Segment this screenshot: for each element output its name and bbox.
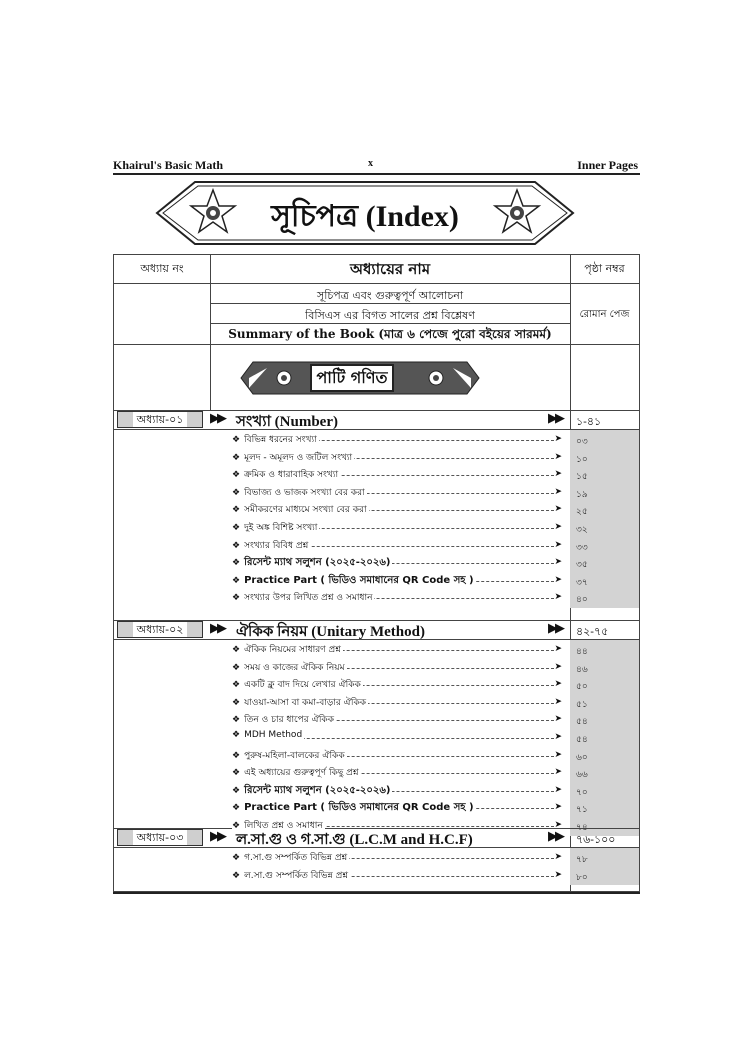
toc-item-label — [232, 802, 476, 813]
toc-item-page: ৪০ — [576, 595, 588, 606]
arrow-right-icon: ➤ — [554, 644, 562, 654]
toc-item — [232, 590, 562, 608]
toc-item-text: Practice Part ( ভিডিও সমাধানের QR Code সহ ) — [244, 802, 474, 814]
toc-item-page: ৫০ — [576, 682, 588, 693]
toc-item — [232, 712, 562, 730]
arrow-right-icon: ➤ — [554, 852, 562, 862]
diamond-bullet-icon: ❖ — [232, 768, 241, 779]
diamond-bullet-icon: ❖ — [232, 470, 241, 481]
arrow-right-icon: ➤ — [554, 469, 562, 480]
diamond-bullet-icon: ❖ — [232, 662, 241, 673]
toc-item-text: বিভাজ্য ও ভাজক সংখ্যা বের করা — [244, 487, 365, 498]
arrow-right-icon: ➤ — [554, 767, 562, 778]
toc-item — [232, 502, 562, 520]
toc-item-label — [232, 698, 368, 708]
toc-item — [232, 765, 562, 783]
row-divider — [210, 323, 570, 324]
toc-item-text: সময় ও কাজের ঐকিক নিয়ম — [244, 662, 345, 673]
double-arrow-icon: ▶▶ — [548, 621, 562, 636]
diamond-bullet-icon: ❖ — [232, 593, 241, 604]
arrow-right-icon: ➤ — [554, 451, 562, 462]
toc-item — [232, 520, 562, 538]
diamond-bullet-icon: ❖ — [232, 730, 241, 740]
row-divider — [114, 620, 639, 621]
intro-row: Summary of the Book (মাত্র ৬ পেজে পুরো বইয়ের সারমর্ম) — [228, 327, 552, 341]
bottom-rule — [113, 892, 640, 894]
arrow-right-icon: ➤ — [554, 557, 562, 568]
toc-item — [232, 467, 562, 485]
row-divider — [210, 303, 570, 304]
toc-item-page: ৭০ — [576, 787, 588, 798]
toc-item-text: পুরুষ-মহিলা-বালকের ঐকিক — [244, 750, 345, 761]
chapter-badge — [117, 621, 203, 638]
toc-item-label — [232, 785, 392, 796]
toc-item-label — [232, 730, 304, 740]
toc-item-text: দুই অঙ্ক বিশিষ্ট সংখ্যা — [244, 523, 318, 533]
toc-item-text: গ.সা.গু সম্পর্কিত বিভিন্ন প্রশ্ন — [244, 853, 348, 863]
intro-row: সূচিপত্র এবং গুরুত্বপূর্ণ আলোচনা — [316, 289, 464, 302]
chapter-heading — [114, 828, 570, 846]
toc-item-page: ৩৫ — [576, 560, 588, 571]
arrow-right-icon: ➤ — [554, 661, 562, 672]
arrow-right-icon: ➤ — [554, 679, 562, 690]
toc-item-text: MDH Method — [244, 730, 303, 740]
arrow-right-icon: ➤ — [554, 504, 562, 515]
diamond-bullet-icon: ❖ — [232, 523, 241, 533]
toc-item-page: ১৫ — [576, 472, 588, 483]
arrow-right-icon: ➤ — [554, 749, 562, 760]
toc-item — [232, 538, 562, 556]
chapter-title: ল.সা.গু ও গ.সা.গু (L.C.M and H.C.F) — [236, 832, 473, 848]
toc-item-label — [232, 751, 347, 761]
toc-item — [232, 730, 562, 748]
diamond-bullet-icon: ❖ — [232, 452, 241, 463]
toc-item-text: যাওয়া-আসা বা কমা-বাড়ার ঐকিক — [244, 697, 367, 708]
book-title: Khairul's Basic Math — [113, 158, 224, 172]
toc-item — [232, 660, 562, 678]
diamond-bullet-icon: ❖ — [232, 870, 241, 881]
arrow-right-icon: ➤ — [554, 486, 562, 497]
arrow-right-icon: ➤ — [554, 522, 562, 532]
toc-item-page: ৩৩ — [576, 542, 588, 553]
arrow-right-icon: ➤ — [554, 714, 562, 725]
toc-table — [113, 254, 640, 892]
toc-item-text: সমীকরণের মাধ্যমে সংখ্যা বের করা — [244, 505, 367, 516]
toc-item-label — [232, 593, 374, 603]
toc-item-label — [232, 470, 340, 480]
toc-item-text: সংখ্যার বিবিধ প্রশ্ন — [244, 540, 309, 551]
toc-item-page: ৫৪ — [576, 717, 588, 728]
diamond-bullet-icon: ❖ — [232, 487, 241, 498]
toc-item-label — [232, 541, 310, 551]
diamond-bullet-icon: ❖ — [232, 540, 241, 551]
diamond-bullet-icon: ❖ — [232, 505, 241, 516]
row-divider — [114, 429, 639, 430]
row-divider — [114, 283, 639, 284]
toc-item — [232, 432, 562, 450]
arrow-right-icon: ➤ — [554, 696, 562, 707]
diamond-bullet-icon: ❖ — [232, 435, 241, 445]
toc-item-page: ৩৭ — [576, 577, 588, 588]
toc-item — [232, 485, 562, 503]
toc-item-page: ৭৪ — [576, 823, 588, 833]
toc-item-page: ৫১ — [576, 699, 588, 710]
row-divider — [114, 639, 639, 640]
toc-item-label — [232, 680, 363, 690]
toc-item-label — [232, 715, 336, 725]
section-banner — [239, 360, 481, 396]
toc-item-page: ০৩ — [576, 437, 588, 447]
toc-item-text: একটি ক্লু বাদ দিয়ে লেখার ঐকিক — [244, 680, 361, 691]
chapter-number: অধ্যায়-০২ — [133, 622, 188, 637]
toc-item — [232, 450, 562, 468]
chapter-heading — [114, 620, 570, 638]
toc-item-label — [232, 575, 476, 586]
diamond-bullet-icon: ❖ — [232, 821, 241, 831]
chapter-page-range: ৭৬-১০০ — [576, 833, 616, 846]
header-rule — [113, 173, 640, 175]
toc-item — [232, 695, 562, 713]
toc-item-text: সংখ্যার উপর লিখিত প্রশ্ন ও সমাধান — [244, 593, 373, 604]
toc-item-label — [232, 523, 319, 533]
diamond-bullet-icon: ❖ — [232, 575, 241, 586]
diamond-bullet-icon: ❖ — [232, 853, 241, 863]
toc-item-text: তিন ও চার ধাপের ঐকিক — [244, 715, 334, 726]
toc-item-label — [232, 645, 343, 655]
toc-item-label — [232, 453, 354, 463]
toc-item-page: ৩২ — [576, 525, 588, 535]
chapter-number: অধ্যায়-০১ — [133, 412, 188, 427]
roman-page-label: রোমান পেজ — [579, 309, 630, 320]
double-arrow-icon: ▶▶ — [210, 621, 224, 636]
arrow-right-icon: ➤ — [554, 574, 562, 585]
intro-row: বিসিএস এর বিগত সালের প্রশ্ন বিশ্লেষণ — [305, 309, 475, 322]
head-chapter-name: অধ্যায়ের নাম — [349, 260, 431, 278]
arrow-right-icon: ➤ — [554, 802, 562, 813]
toc-item — [232, 850, 562, 868]
toc-item — [232, 868, 562, 886]
toc-item-text: ল.সা.গু সম্পর্কিত বিভিন্ন প্রশ্ন — [244, 870, 349, 881]
arrow-right-icon: ➤ — [554, 784, 562, 795]
toc-item — [232, 800, 562, 818]
toc-item-text: এই অধ্যায়ের গুরুত্বপূর্ণ কিছু প্রশ্ন — [244, 768, 359, 779]
head-page-no: পৃষ্ঠা নম্বর — [584, 262, 625, 275]
diamond-bullet-icon: ❖ — [232, 750, 241, 761]
toc-item — [232, 642, 562, 660]
toc-item-label — [232, 435, 319, 445]
toc-item — [232, 748, 562, 766]
toc-item-page: ৬৬ — [576, 770, 588, 781]
toc-item-label — [232, 821, 325, 831]
toc-item-label — [232, 488, 367, 498]
toc-item-page: ৭১ — [576, 805, 588, 816]
row-divider — [114, 847, 639, 848]
diamond-bullet-icon: ❖ — [232, 645, 241, 655]
chapter-number: অধ্যায়-০৩ — [133, 830, 188, 845]
double-arrow-icon: ▶▶ — [548, 411, 562, 426]
toc-item-text: ঐকিক নিয়মের সাধারণ প্রশ্ন — [244, 645, 341, 655]
head-chapter-no: অধ্যায় নং — [140, 262, 184, 275]
diamond-bullet-icon: ❖ — [232, 785, 241, 796]
running-header — [113, 156, 640, 174]
toc-item-page: ৭৮ — [576, 855, 588, 865]
row-divider — [114, 410, 639, 411]
toc-item-label — [232, 557, 392, 568]
toc-item — [232, 555, 562, 573]
toc-item-page: ৫৪ — [576, 735, 588, 745]
chapter-title: সংখ্যা (Number) — [236, 414, 338, 430]
toc-item-page: ৪৪ — [576, 647, 588, 657]
toc-item — [232, 677, 562, 695]
diamond-bullet-icon: ❖ — [232, 680, 241, 691]
toc-item-page: ১৯ — [576, 489, 588, 500]
section-label: Inner Pages — [577, 158, 638, 172]
row-divider — [114, 344, 639, 345]
toc-item-page: ৬০ — [576, 752, 588, 763]
diamond-bullet-icon: ❖ — [232, 558, 241, 569]
chapter-badge — [117, 829, 203, 846]
page-number: x — [368, 158, 373, 169]
arrow-right-icon: ➤ — [554, 539, 562, 550]
toc-item-page: ৪৬ — [576, 664, 588, 675]
toc-item-text: মূলদ - অমূলদ ও জটিল সংখ্যা — [244, 452, 353, 463]
diamond-bullet-icon: ❖ — [232, 803, 241, 814]
toc-item — [232, 783, 562, 801]
toc-item-text: বিভিন্ন ধরনের সংখ্যা — [244, 435, 317, 445]
chapter-title: ঐকিক নিয়ম (Unitary Method) — [236, 624, 425, 640]
diamond-bullet-icon: ❖ — [232, 715, 241, 726]
chapter-badge — [117, 411, 203, 428]
arrow-right-icon: ➤ — [554, 869, 562, 880]
arrow-right-icon: ➤ — [554, 732, 562, 742]
toc-item-label — [232, 871, 350, 881]
chapter-page-range: ৪২-৭৫ — [576, 625, 609, 638]
toc-item-page: ২৫ — [576, 507, 588, 518]
toc-item-label — [232, 663, 347, 673]
index-banner — [155, 180, 575, 246]
toc-item-label — [232, 853, 349, 863]
double-arrow-icon: ▶▶ — [210, 411, 224, 426]
chapter-heading — [114, 410, 570, 428]
toc-item-text: রিসেন্ট ম্যাথ সলুশন (২০২৫-২০২৬) — [244, 557, 391, 569]
toc-item-label — [232, 768, 361, 778]
arrow-right-icon: ➤ — [554, 820, 562, 830]
index-title: সূচিপত্র (Index) — [271, 200, 459, 233]
toc-item-text: Practice Part ( ভিডিও সমাধানের QR Code সহ ) — [244, 574, 474, 586]
toc-item-text: লিখিত প্রশ্ন ও সমাধান — [244, 821, 323, 831]
arrow-right-icon: ➤ — [554, 434, 562, 444]
double-arrow-icon: ▶▶ — [210, 829, 224, 844]
arrow-right-icon: ➤ — [554, 592, 562, 603]
chapter-page-range: ১-৪১ — [576, 415, 602, 428]
toc-item-text: রিসেন্ট ম্যাথ সলুশন (২০২৫-২০২৬) — [244, 784, 391, 796]
double-arrow-icon: ▶▶ — [548, 829, 562, 844]
toc-item-page: ৮০ — [576, 872, 588, 883]
section-title: পাটি গণিত — [310, 364, 394, 392]
toc-item — [232, 573, 562, 591]
diamond-bullet-icon: ❖ — [232, 697, 241, 708]
toc-item-page: ১০ — [576, 454, 588, 465]
toc-item-label — [232, 505, 369, 515]
toc-item-text: ক্রমিক ও ধারাবাহিক সংখ্যা — [244, 470, 339, 481]
